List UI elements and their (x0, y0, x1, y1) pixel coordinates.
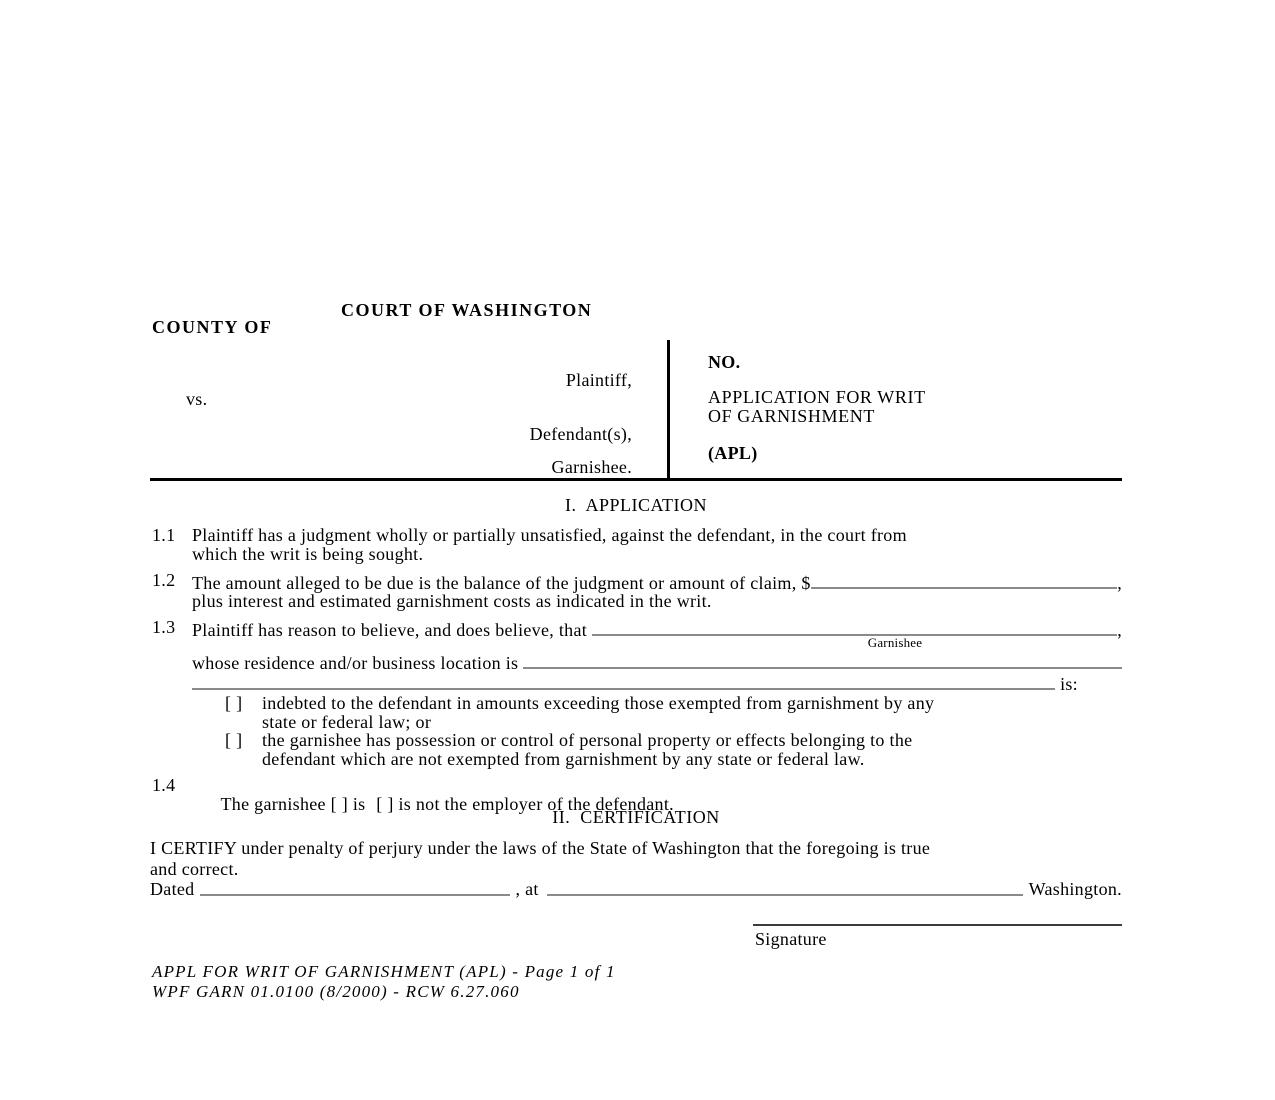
paragraph-text: whose residence and/or business location is (192, 652, 524, 673)
section-1-heading: I. APPLICATION (564, 495, 707, 515)
plaintiff-label: Plaintiff, (565, 370, 632, 390)
certification-text: I CERTIFY under penalty of perjury under the laws of the State of Washington that the foregoing is true and correct. (150, 838, 931, 879)
county-of-label: COUNTY OF (152, 317, 273, 337)
caption-divider-rule (667, 340, 670, 478)
paragraph-text: Plaintiff has a judgment wholly or partially unsatisfied, against the defendant, in the court from which the writ is being sought. (192, 525, 907, 564)
state-label: Washington. (1028, 879, 1122, 899)
garnishee-caption-label: Garnishee. (551, 457, 632, 477)
at-label: , at (515, 879, 539, 899)
paragraph-1-1 (152, 526, 1122, 563)
is-employer-checkbox[interactable]: [ ] (330, 793, 349, 814)
footer-document-title: APPL FOR WRIT OF GARNISHMENT (APL) - Page 1 of 1 (152, 962, 616, 981)
paragraph-1-3 (152, 618, 1122, 693)
date-field[interactable] (200, 878, 510, 896)
garnishee-location-field-line2[interactable] (192, 672, 1055, 690)
paragraph-text: is: (1055, 673, 1078, 694)
option-indebted (225, 694, 1125, 731)
footer-form-number: WPF GARN 01.0100 (8/2000) - RCW 6.27.060 (152, 982, 520, 1001)
signature-line[interactable] (753, 924, 1122, 926)
vs-label: vs. (186, 389, 208, 409)
paragraph-text: is (348, 793, 371, 814)
paragraph-number: 1.3 (152, 617, 176, 637)
garnishee-blank-caption: Garnishee (867, 635, 923, 650)
form-code-label: (APL) (708, 443, 758, 463)
paragraph-text: The garnishee (220, 793, 331, 814)
paragraph-text: is not the employer of the defendant. (393, 793, 674, 814)
is-not-employer-checkbox[interactable]: [ ] (376, 793, 394, 814)
paragraph-text: , (1117, 619, 1122, 640)
paragraph-text: Plaintiff has reason to believe, and does believe, that (192, 619, 592, 640)
paragraph-number: 1.1 (152, 525, 176, 545)
garnishee-location-field-line1[interactable] (523, 651, 1122, 669)
paragraph-text: plus interest and estimated garnishment costs as indicated in the writ. (192, 591, 712, 611)
document-title-line1: APPLICATION FOR WRIT (708, 387, 926, 407)
indebted-checkbox[interactable]: [ ] (225, 693, 243, 713)
case-number-label: NO. (708, 352, 741, 372)
paragraph-text: The amount alleged to be due is the balance of the judgment or amount of claim, $ (192, 572, 811, 593)
garnishee-name-field[interactable] (592, 618, 1117, 636)
section-2-heading: II. CERTIFICATION (552, 807, 720, 827)
case-caption-box (150, 340, 1122, 481)
garnishee-status-options (225, 694, 1125, 768)
signature-label: Signature (755, 929, 827, 949)
defendant-label: Defendant(s), (529, 424, 632, 444)
dated-line (150, 878, 1122, 899)
court-title: COURT OF WASHINGTON (341, 300, 593, 320)
possession-checkbox[interactable]: [ ] (225, 730, 243, 751)
dated-label: Dated (150, 879, 195, 899)
option-text: indebted to the defendant in amounts exceeding those exempted from garnishment by any state or federal law; or (262, 693, 935, 732)
paragraph-text: , (1117, 572, 1122, 593)
document-title-line2: OF GARNISHMENT (708, 406, 875, 426)
paragraph-number: 1.4 (152, 775, 176, 795)
claim-amount-field[interactable] (811, 571, 1118, 589)
paragraph-number: 1.2 (152, 570, 176, 590)
paragraph-1-2 (152, 571, 1122, 611)
option-possession (225, 731, 1125, 768)
option-text: the garnishee has possession or control of personal property or effects belonging to the defendant which are not exempted from garnishment by any state or federal law. (262, 730, 913, 769)
city-field[interactable] (547, 878, 1023, 896)
